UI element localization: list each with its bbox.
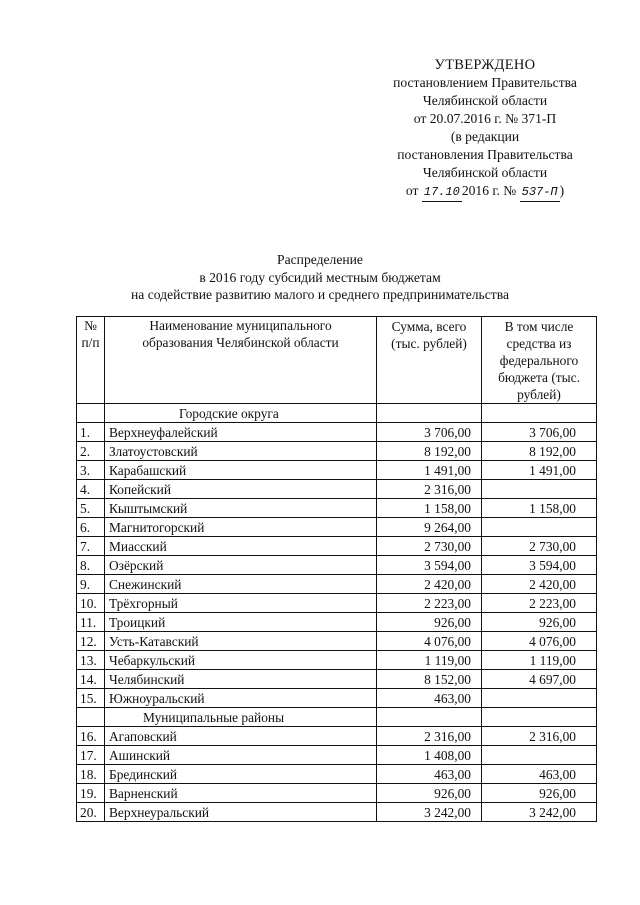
row-name: Чебаркульский bbox=[105, 651, 377, 670]
row-sum: 4 076,00 bbox=[377, 632, 482, 651]
row-name: Верхнеуральский bbox=[105, 803, 377, 822]
row-fed: 1 491,00 bbox=[482, 461, 597, 480]
table-row bbox=[77, 575, 597, 594]
table-row bbox=[77, 461, 597, 480]
row-name: Миасский bbox=[105, 537, 377, 556]
row-name: Копейский bbox=[105, 480, 377, 499]
row-name: Ашинский bbox=[105, 746, 377, 765]
row-name: Магнитогорский bbox=[105, 518, 377, 537]
row-name: Южноуральский bbox=[105, 689, 377, 708]
row-sum: 1 119,00 bbox=[377, 651, 482, 670]
row-fed: 1 158,00 bbox=[482, 499, 597, 518]
row-sum: 2 730,00 bbox=[377, 537, 482, 556]
row-num: 17. bbox=[77, 746, 105, 765]
row-sum: 8 192,00 bbox=[377, 442, 482, 461]
header-num: № п/п bbox=[77, 317, 105, 404]
row-fed: 4 076,00 bbox=[482, 632, 597, 651]
title-line: Распределение bbox=[277, 252, 363, 267]
row-num: 11. bbox=[77, 613, 105, 632]
amendment-line bbox=[360, 182, 610, 202]
row-num: 10. bbox=[77, 594, 105, 613]
row-fed: 3 594,00 bbox=[482, 556, 597, 575]
row-name: Озёрский bbox=[105, 556, 377, 575]
table-row bbox=[77, 746, 597, 765]
row-fed: 3 242,00 bbox=[482, 803, 597, 822]
table-header-row bbox=[77, 317, 597, 404]
table-row bbox=[77, 670, 597, 689]
title-line: в 2016 году субсидий местным бюджетам bbox=[199, 269, 441, 285]
row-num: 3. bbox=[77, 461, 105, 480]
row-num: 20. bbox=[77, 803, 105, 822]
row-name: Трёхгорный bbox=[105, 594, 377, 613]
document-title bbox=[0, 251, 640, 304]
row-num: 6. bbox=[77, 518, 105, 537]
row-sum: 2 420,00 bbox=[377, 575, 482, 594]
row-fed: 1 119,00 bbox=[482, 651, 597, 670]
group-row bbox=[77, 708, 597, 727]
row-fed: 463,00 bbox=[482, 765, 597, 784]
subsidy-table bbox=[76, 316, 597, 822]
row-sum: 1 158,00 bbox=[377, 499, 482, 518]
approval-line: Челябинской области bbox=[422, 93, 548, 108]
row-name: Кыштымский bbox=[105, 499, 377, 518]
table-row bbox=[77, 651, 597, 670]
row-num: 13. bbox=[77, 651, 105, 670]
header-fed: В том числе средства из федерального бюджета (тыс. рублей) bbox=[482, 317, 597, 404]
group-row bbox=[77, 404, 597, 423]
row-name: Варненский bbox=[105, 784, 377, 803]
table-row bbox=[77, 556, 597, 575]
row-num: 16. bbox=[77, 727, 105, 746]
row-fed: 926,00 bbox=[482, 784, 597, 803]
approval-stamp bbox=[360, 56, 610, 202]
table-row bbox=[77, 632, 597, 651]
row-name: Брединский bbox=[105, 765, 377, 784]
table-row bbox=[77, 613, 597, 632]
approval-line: (в редакции bbox=[450, 129, 520, 144]
row-fed bbox=[482, 518, 597, 537]
row-name: Златоустовский bbox=[105, 442, 377, 461]
row-sum: 926,00 bbox=[377, 784, 482, 803]
row-num: 18. bbox=[77, 765, 105, 784]
row-num: 19. bbox=[77, 784, 105, 803]
table-row bbox=[77, 727, 597, 746]
row-sum: 8 152,00 bbox=[377, 670, 482, 689]
table-row bbox=[77, 480, 597, 499]
amend-date-field bbox=[422, 182, 462, 202]
row-num: 7. bbox=[77, 537, 105, 556]
row-sum: 2 316,00 bbox=[377, 727, 482, 746]
row-num: 15. bbox=[77, 689, 105, 708]
row-fed: 2 420,00 bbox=[482, 575, 597, 594]
row-num: 12. bbox=[77, 632, 105, 651]
table-row bbox=[77, 499, 597, 518]
amend-date-handwritten: 17.10 bbox=[423, 185, 460, 199]
amend-year: 2016 г. № bbox=[461, 183, 517, 198]
row-num: 5. bbox=[77, 499, 105, 518]
row-fed: 8 192,00 bbox=[482, 442, 597, 461]
approval-heading: УТВЕРЖДЕНО bbox=[434, 57, 536, 73]
table-row bbox=[77, 765, 597, 784]
row-sum: 463,00 bbox=[377, 689, 482, 708]
row-name: Усть-Катавский bbox=[105, 632, 377, 651]
header-sum: Сумма, всего (тыс. рублей) bbox=[377, 317, 482, 404]
row-fed bbox=[482, 689, 597, 708]
row-sum: 3 594,00 bbox=[377, 556, 482, 575]
amend-number-handwritten: 537-П bbox=[521, 185, 558, 199]
table-row bbox=[77, 594, 597, 613]
amend-number-field bbox=[520, 182, 560, 202]
row-sum: 2 223,00 bbox=[377, 594, 482, 613]
row-name: Троицкий bbox=[105, 613, 377, 632]
table-row bbox=[77, 689, 597, 708]
table-row bbox=[77, 803, 597, 822]
row-fed: 2 316,00 bbox=[482, 727, 597, 746]
row-num: 8. bbox=[77, 556, 105, 575]
approval-line: от 20.07.2016 г. № 371-П bbox=[413, 111, 557, 126]
row-fed: 926,00 bbox=[482, 613, 597, 632]
row-fed: 2 730,00 bbox=[482, 537, 597, 556]
table-row bbox=[77, 537, 597, 556]
group-label: Муниципальные районы bbox=[105, 708, 377, 727]
row-sum: 3 242,00 bbox=[377, 803, 482, 822]
row-fed: 2 223,00 bbox=[482, 594, 597, 613]
table-row bbox=[77, 784, 597, 803]
row-sum: 1 408,00 bbox=[377, 746, 482, 765]
title-line: на содействие развитию малого и среднего предпринимательства bbox=[131, 287, 509, 302]
amend-close: ) bbox=[559, 183, 565, 198]
row-name: Верхнеуфалейский bbox=[105, 423, 377, 442]
row-num: 9. bbox=[77, 575, 105, 594]
amend-prefix: от bbox=[405, 183, 419, 198]
row-sum: 9 264,00 bbox=[377, 518, 482, 537]
approval-line: постановлением Правительства bbox=[393, 75, 577, 90]
table-row bbox=[77, 442, 597, 461]
row-fed: 3 706,00 bbox=[482, 423, 597, 442]
row-num: 4. bbox=[77, 480, 105, 499]
row-sum: 2 316,00 bbox=[377, 480, 482, 499]
row-sum: 926,00 bbox=[377, 613, 482, 632]
row-num: 1. bbox=[77, 423, 105, 442]
approval-line: Челябинской области bbox=[422, 165, 548, 180]
row-name: Агаповский bbox=[105, 727, 377, 746]
row-sum: 1 491,00 bbox=[377, 461, 482, 480]
approval-line: постановления Правительства bbox=[397, 147, 573, 162]
group-label: Городские округа bbox=[105, 404, 377, 423]
row-sum: 3 706,00 bbox=[377, 423, 482, 442]
table-row bbox=[77, 423, 597, 442]
row-fed bbox=[482, 746, 597, 765]
row-num: 2. bbox=[77, 442, 105, 461]
header-name: Наименование муниципального образования Челябинской области bbox=[105, 317, 377, 404]
row-name: Снежинский bbox=[105, 575, 377, 594]
table-row bbox=[77, 518, 597, 537]
row-name: Челябинский bbox=[105, 670, 377, 689]
row-name: Карабашский bbox=[105, 461, 377, 480]
row-fed bbox=[482, 480, 597, 499]
row-num: 14. bbox=[77, 670, 105, 689]
row-fed: 4 697,00 bbox=[482, 670, 597, 689]
row-sum: 463,00 bbox=[377, 765, 482, 784]
